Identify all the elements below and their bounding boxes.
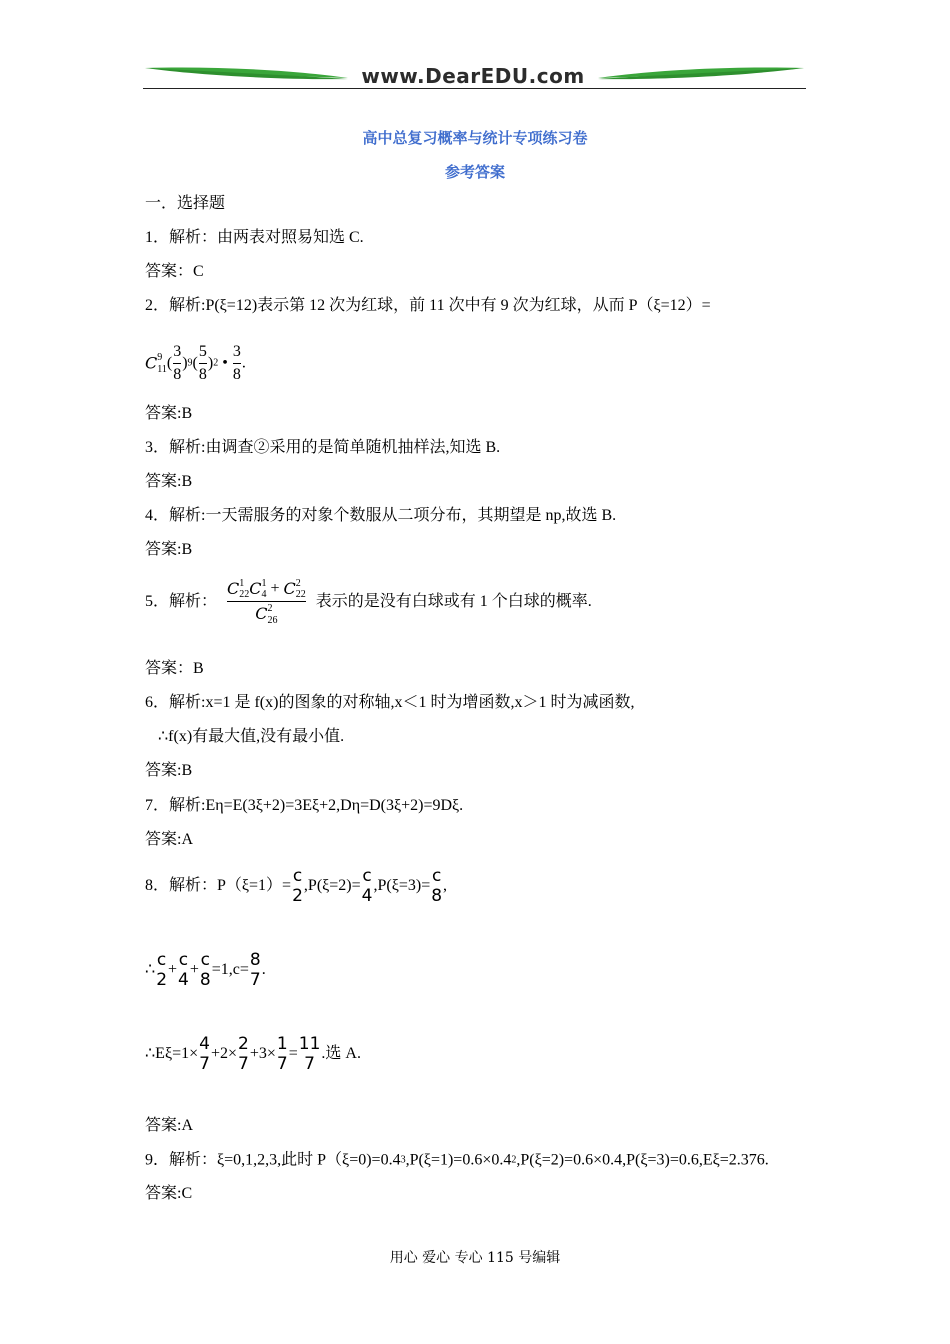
q3-answer: 答案:B bbox=[145, 473, 193, 490]
q4-analysis: 4．解析:一天需服务的对象个数服从二项分布，其期望是 np,故选 B. bbox=[145, 507, 617, 524]
q6-conclusion: ∴f(x)有最大值,没有最小值. bbox=[158, 728, 345, 745]
q6-answer: 答案:B bbox=[145, 762, 193, 779]
q2-answer: 答案:B bbox=[145, 405, 193, 422]
header-rule bbox=[143, 88, 806, 89]
site-logo: www.DearEDU.com bbox=[361, 64, 585, 88]
q2-formula: C9 11( $\frac{3}{8}$ )9( $\frac{5}{8}$ )2 • $\frac{3}{8}$ . bbox=[145, 343, 246, 383]
q5-answer: 答案：B bbox=[145, 660, 204, 677]
q3-analysis: 3．解析:由调查②采用的是简单随机抽样法,知选 B. bbox=[145, 439, 501, 456]
page-title: 高中总复习概率与统计专项练习卷 bbox=[362, 129, 588, 147]
q8-line2: ∴ c 2 + c 4 + c 8 =1,c= 8 7 . bbox=[145, 950, 266, 990]
q9-answer: 答案:C bbox=[145, 1185, 193, 1202]
q1-answer: 答案：C bbox=[145, 263, 204, 280]
page-subtitle: 参考答案 bbox=[444, 163, 505, 181]
section-heading: 一．选择题 bbox=[145, 195, 226, 212]
q2-analysis: 2．解析:P(ξ=12)表示第 12 次为红球，前 11 次中有 9 次为红球，从而 P（ξ=12）= bbox=[145, 297, 711, 314]
q8-line3: ∴Eξ=1× 4 7 +2× 2 7 +3× 1 7 = 11 7 .选 A. bbox=[145, 1034, 361, 1074]
q7-answer: 答案:A bbox=[145, 831, 194, 848]
q5-fraction: C1 22C1 4 + C2 22 C2 26 bbox=[227, 578, 306, 626]
q8-answer: 答案:A bbox=[145, 1117, 194, 1134]
q5-analysis: 5．解析： C1 22C1 4 + C2 22 C2 26 表示的是没有白球或有 1 个白球的概率. bbox=[145, 578, 592, 626]
q4-answer: 答案:B bbox=[145, 541, 193, 558]
q1-analysis: 1．解析：由两表对照易知选 C. bbox=[145, 229, 364, 246]
q8-line1: 8．解析：P（ξ=1）= c 2 ,P(ξ=2)= c 4 ,P(ξ=3)= c 8 , bbox=[145, 866, 448, 906]
q6-analysis: 6．解析:x=1 是 f(x)的图象的对称轴,x＜1 时为增函数,x＞1 时为减函数, bbox=[145, 694, 635, 711]
q9-analysis: 9．解析：ξ=0,1,2,3,此时 P（ξ=0)=0.43,P(ξ=1)=0.6×0.42,P(ξ=2)=0.6×0.4,P(ξ=3)=0.6,Eξ=2.376. bbox=[145, 1151, 769, 1169]
page-footer: 用心 爱心 专心 115 号编辑 bbox=[389, 1250, 561, 1266]
q7-analysis: 7．解析:Eη=E(3ξ+2)=3Eξ+2,Dη=D(3ξ+2)=9Dξ. bbox=[145, 797, 464, 814]
